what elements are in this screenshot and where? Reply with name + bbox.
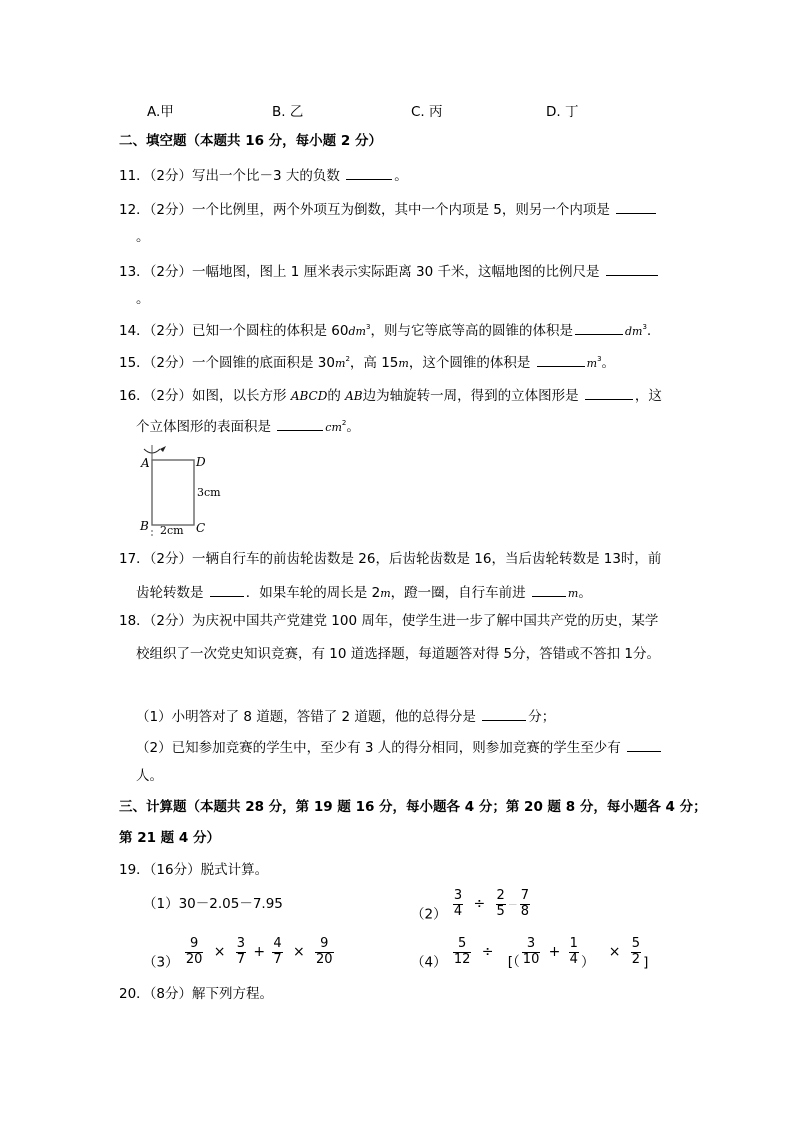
rectangle-rotation-figure [136,443,226,538]
choice-letter: C. [411,104,425,120]
section-heading-calculation: 三、计算题（本题共 28 分，第 19 题 16 分，每小题各 4 分；第 20 题 8 分，每小题各 4 分； [119,799,707,815]
expression: 30－2.05－7.95 [178,896,283,912]
axis-name: AB [345,389,363,403]
denominator: 12 [453,951,471,967]
numerator: 3 [236,936,246,951]
fraction [236,937,246,968]
vertex-label-c: C [196,521,206,535]
operator: + [253,944,266,961]
choice-letter: D. [546,104,561,120]
fraction [522,937,541,968]
question-19: 19．（16分）脱式计算。 [119,862,269,878]
bracket-close: ] [643,954,649,971]
answer-blank[interactable] [537,354,585,367]
operator: × [213,944,226,961]
choice-text: 乙 [289,104,304,120]
unit-exponent: 3 [597,355,602,363]
vertex-label-a: A [141,456,150,470]
question-17: 17．（2分）一辆自行车的前齿轮齿数是 26，后齿轮齿数是 16，当后齿轮转数是 13时，前 [119,551,662,567]
answer-blank[interactable] [482,708,526,721]
question-text: 14．（2分）已知一个圆柱的体积是 60 [119,323,349,339]
answer-blank[interactable] [277,418,323,431]
rotation-arrowhead-icon [160,446,166,452]
denominator: 4 [453,903,463,919]
unit: m [586,357,598,370]
question-text: . [646,323,652,339]
unit-exponent: 3 [642,323,647,331]
choice-letter: A. [147,104,161,120]
answer-blank[interactable] [346,167,392,180]
fraction [453,889,463,920]
numerator: 2 [496,888,505,903]
denominator: 7 [236,951,246,967]
question-19-part-1 [143,898,283,912]
fraction [453,937,472,968]
operator: ÷ [473,896,486,913]
question-13 [119,263,660,280]
question-text: 。 [394,168,408,184]
vertex-label-d: D [196,455,206,469]
denominator: 7 [273,951,282,967]
numerator: 3 [526,936,536,951]
denominator: 8 [520,903,530,919]
choice-text: 甲 [160,104,174,120]
question-12 [119,201,658,218]
question-16 [119,387,662,404]
unit: m [567,587,579,600]
question-18: 18．（2分）为庆祝中国共产党建党 100 周年，使学生进一步了解中国共产党的历史，某学 [119,613,659,629]
question-13-line2: 。 [136,291,150,307]
question-text: 齿轮转数是 [136,585,204,601]
bracket-close: ） [580,954,595,971]
operator: + [548,944,561,961]
choice-b [272,106,303,120]
choice-letter: B. [272,104,286,120]
denominator: 10 [522,951,540,967]
fraction [569,937,579,968]
numerator: 9 [190,936,199,951]
answer-blank[interactable] [627,739,661,752]
numerator: 5 [458,936,467,951]
question-19-part-2 [411,889,532,922]
choice-text: 丙 [429,104,443,120]
question-text: ，这 [634,388,662,404]
fraction [520,889,530,920]
section-heading-fill-in: 二、填空题（本题共 16 分，每小题 2 分） [119,133,382,149]
width-dimension-label: 2cm [160,524,184,537]
question-text: 。 [578,585,592,601]
fraction [315,937,334,968]
choice-d [546,106,578,120]
rectangle-name: ABCD [290,389,328,403]
unit-exponent: 2 [341,419,347,427]
denominator: 4 [569,951,578,967]
question-16-line2 [136,418,360,435]
vertex-label-b: B [140,519,149,533]
question-text: 15．（2分）一个圆锥的底面积是 30 [119,355,335,371]
part-label: （1） [143,896,179,912]
operator: － [507,900,518,912]
question-18-part-1 [136,708,555,725]
question-text: 边为轴旋转一周，得到的立体图形是 [362,388,579,404]
unit: cm [325,421,342,434]
unit-exponent: 2 [345,355,350,363]
operator: × [608,944,621,961]
question-text: 12．（2分）一个比例里，两个外项互为倒数，其中一个内项是 5，则另一个内项是 [119,202,610,218]
question-11 [119,167,408,184]
question-20: 20．（8分）解下列方程。 [119,986,274,1002]
numerator: 5 [631,936,641,951]
question-15 [119,354,615,371]
unit: m [398,357,409,370]
numerator: 1 [569,936,578,951]
question-text: ，则与它等底等高的圆锥的体积是 [370,323,573,339]
unit: m [380,587,391,600]
height-dimension-label: 3cm [197,486,221,499]
fraction [272,937,282,968]
question-text: 16．（2分）如图，以长方形 [119,388,287,404]
operator: × [292,944,305,961]
question-text: ，这个圆锥的体积是 [408,355,531,371]
denominator: 2 [631,951,641,967]
part-label: （2） [411,906,447,923]
unit-exponent: 3 [365,323,371,331]
numerator: 9 [320,936,329,951]
question-19-part-3 [143,937,336,970]
unit: m [335,357,346,370]
answer-blank[interactable] [210,584,244,597]
numerator: 3 [453,888,463,903]
question-text: （1）小明答对了 8 道题，答错了 2 道题，他的总得分是 [136,709,476,725]
choice-a [147,106,174,120]
question-text: 。 [346,419,360,435]
question-18-part-2-line2: 人。 [136,768,163,784]
fraction [496,889,506,920]
question-text: 11．（2分）写出一个比－3 大的负数 [119,168,340,184]
choice-text: 丁 [564,104,579,120]
question-18-line2: 校组织了一次党史知识竞赛，有 10 道选择题，每道题答对得 5分，答错或不答扣 1分。 [136,646,661,662]
numerator: 7 [520,888,530,903]
question-text: 13．（2分）一幅地图，图上 1 厘米表示实际距离 30 千米，这幅地图的比例尺是 [119,264,600,280]
denominator: 5 [496,903,505,919]
question-19-part-4 [411,937,648,970]
section-heading-calculation-line2: 第 21 题 4 分） [119,830,220,846]
question-text: 。 [601,355,616,371]
choice-c [411,106,443,120]
question-17-line2 [136,584,592,601]
question-text: 的 [327,388,341,404]
fraction [185,937,204,968]
question-text: ．如果车轮的周长是 2 [245,585,381,601]
question-14 [119,322,651,339]
rectangle-abcd [152,460,194,525]
operator: ÷ [481,944,494,961]
answer-blank[interactable] [532,584,566,597]
denominator: 20 [185,951,203,967]
denominator: 20 [315,951,333,967]
unit: dm [624,325,643,338]
question-text: ，蹬一圈，自行车前进 [390,585,526,601]
question-18-part-2 [136,739,663,756]
fraction [631,937,641,968]
answer-blank[interactable] [575,322,623,335]
part-label: （4） [411,954,447,971]
answer-blank[interactable] [585,387,633,400]
question-text: 分； [528,709,556,725]
part-label: （3） [143,954,179,971]
answer-blank[interactable] [606,263,658,276]
answer-blank[interactable] [616,201,656,214]
bracket-open: [（ [507,954,520,971]
unit: dm [348,325,366,338]
question-text: （2）已知参加竞赛的学生中，至少有 3 人的得分相同，则参加竞赛的学生至少有 [136,740,621,756]
question-text: 个立体图形的表面积是 [136,419,271,435]
question-12-line2: 。 [136,229,150,245]
numerator: 4 [273,936,282,951]
question-text: ，高 15 [349,355,399,371]
